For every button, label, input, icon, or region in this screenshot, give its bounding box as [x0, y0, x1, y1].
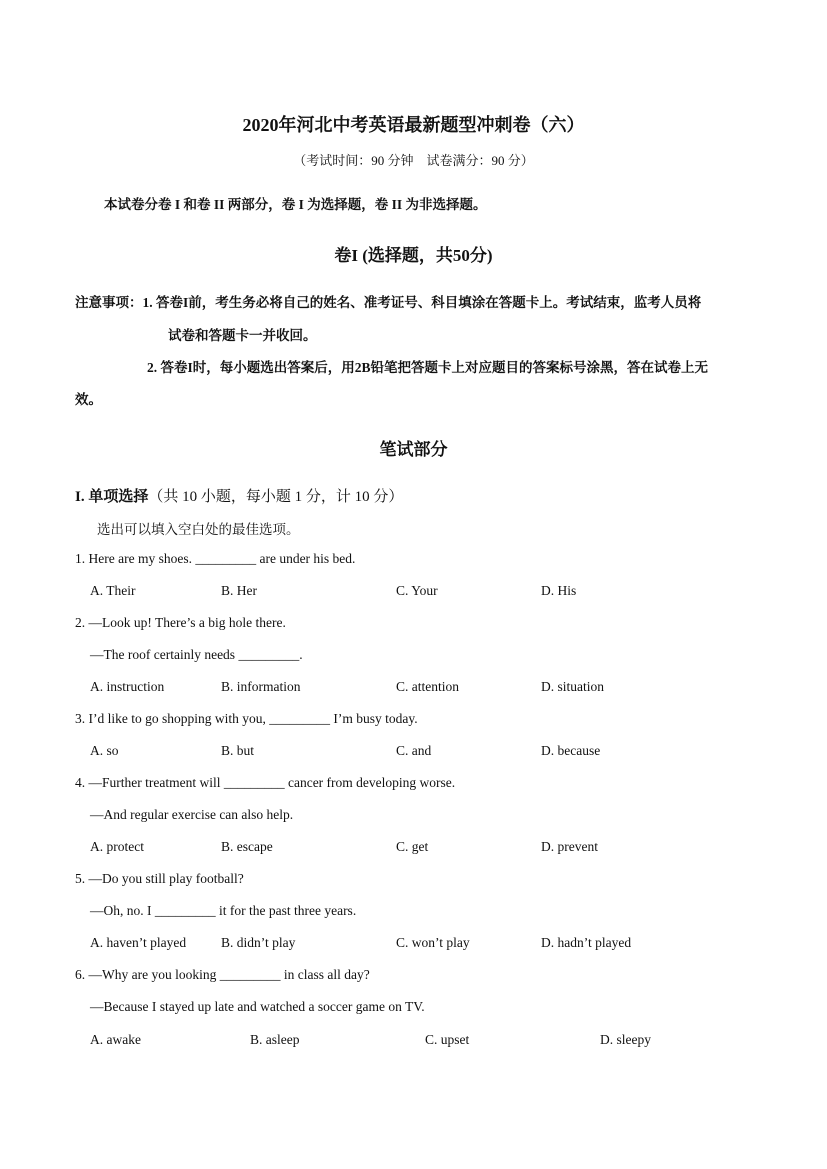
q1-option-d: D. His [541, 583, 577, 598]
q5-option-d: D. hadn’t played [541, 935, 632, 950]
q2-option-c: C. attention [396, 679, 459, 694]
section1-name: 单项选择 [88, 489, 149, 505]
q5-option-b: B. didn’t play [221, 935, 296, 950]
section1-heading [75, 485, 403, 506]
question-6: 6. —Why are you looking _________ in class all day? [75, 967, 370, 982]
q6-option-b: B. asleep [250, 1032, 300, 1047]
notice-label: 注意事项： [75, 295, 143, 310]
q1-option-b: B. Her [221, 583, 257, 598]
section1-detail: （共 10 小题，每小题 1 分，计 10 分） [148, 489, 404, 505]
section1-instruction: 选出可以填入空白处的最佳选项。 [97, 522, 300, 537]
question-2: 2. —Look up! There’s a big hole there. [75, 615, 286, 630]
notice-item-2-cont: 效。 [75, 392, 102, 407]
q4-option-a: A. protect [90, 839, 144, 854]
question-4: 4. —Further treatment will _________ cancer from developing worse. [75, 775, 456, 790]
q6-option-d: D. sleepy [600, 1032, 651, 1047]
q2-option-b: B. information [221, 679, 301, 694]
question-1: 1. Here are my shoes. _________ are under his bed. [75, 551, 356, 566]
q3-option-d: D. because [541, 743, 601, 758]
section1-number: I. [75, 489, 85, 505]
question-5: 5. —Do you still play football? [75, 871, 244, 886]
question-3: 3. I’d like to go shopping with you, _________ I’m busy today. [75, 711, 418, 726]
question-4-reply: —And regular exercise can also help. [90, 807, 294, 822]
q4-option-b: B. escape [221, 839, 273, 854]
notice-item-1: 1. 答卷I前，考生务必将自己的姓名、准考证号、科目填涂在答题卡上。考试结束，监考人员将 [142, 295, 702, 310]
q6-option-c: C. upset [425, 1032, 470, 1047]
part1-title: 卷I (选择题，共50分) [334, 246, 493, 265]
exam-info: （考试时间：90 分钟 试卷满分：90 分） [293, 153, 534, 168]
q3-option-c: C. and [396, 743, 432, 758]
q2-option-a: A. instruction [90, 679, 165, 694]
q5-option-c: C. won’t play [396, 935, 470, 950]
question-2-reply: —The roof certainly needs _________. [90, 647, 303, 662]
q6-option-a: A. awake [90, 1032, 141, 1047]
question-5-reply: —Oh, no. I _________ it for the past three years. [90, 903, 357, 918]
page-title: 2020年河北中考英语最新题型冲刺卷（六） [242, 115, 585, 135]
question-6-reply: —Because I stayed up late and watched a soccer game on TV. [90, 999, 425, 1014]
notice-item-2: 2. 答卷I时，每小题选出答案后，用2B铅笔把答题卡上对应题目的答案标号涂黑，答在试卷上无 [147, 360, 709, 375]
q2-option-d: D. situation [541, 679, 604, 694]
notice-item-1-cont: 试卷和答题卡一并收回。 [168, 328, 317, 343]
q4-option-c: C. get [396, 839, 429, 854]
q1-option-c: C. Your [396, 583, 438, 598]
notice-line-1 [75, 291, 701, 311]
exam-intro: 本试卷分卷 I 和卷 II 两部分，卷 I 为选择题，卷 II 为非选择题。 [104, 197, 487, 212]
q3-option-a: A. so [90, 743, 119, 758]
q3-option-b: B. but [221, 743, 255, 758]
q4-option-d: D. prevent [541, 839, 598, 854]
q5-option-a: A. haven’t played [90, 935, 187, 950]
q1-option-a: A. Their [90, 583, 136, 598]
written-section-title: 笔试部分 [379, 440, 448, 459]
